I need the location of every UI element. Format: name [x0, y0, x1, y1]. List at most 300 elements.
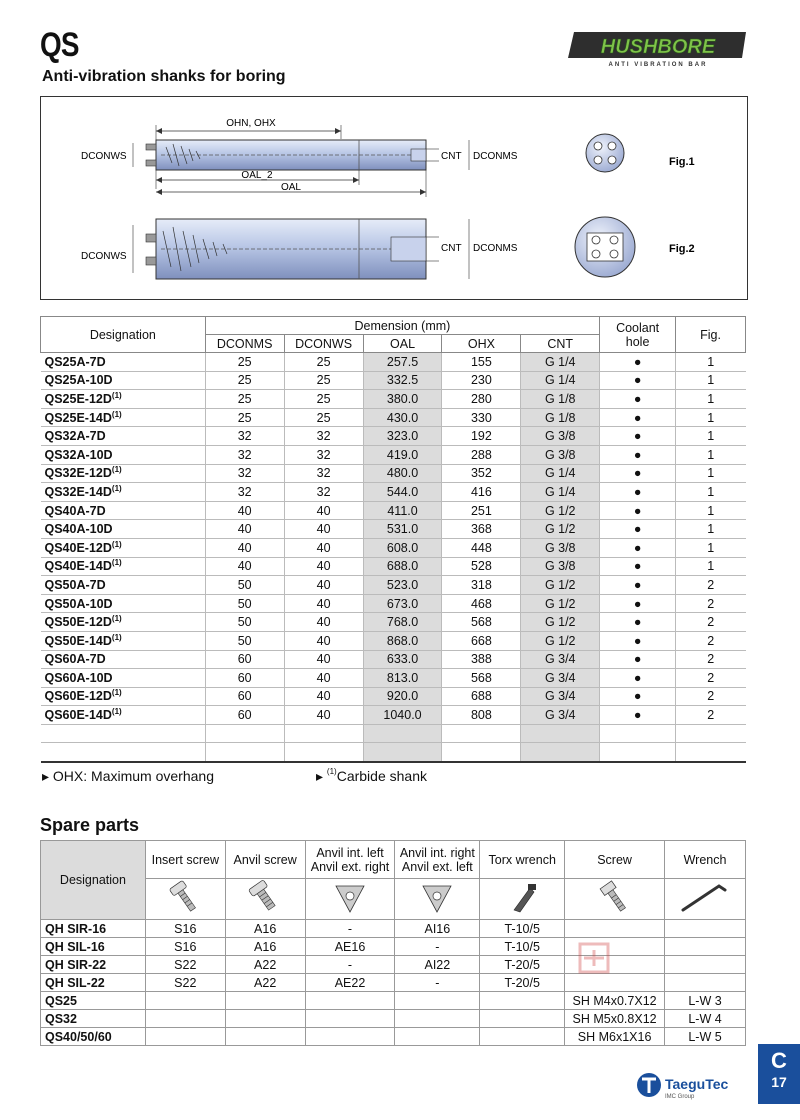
- cell-oal: 688.0: [363, 557, 442, 576]
- cell-oal: 323.0: [363, 427, 442, 446]
- spare-cell: [225, 1028, 305, 1046]
- brand-tagline: ANTI VIBRATION BAR: [608, 62, 708, 68]
- spare-col-anvil-int-right-l1: Anvil int. right: [399, 845, 475, 860]
- table-row: [41, 594, 746, 613]
- cell-cnt: G 3/8: [521, 557, 600, 576]
- designation-text: QS60E-14D: [44, 708, 112, 723]
- designation-cell: [41, 613, 206, 632]
- page-title: QS: [40, 26, 79, 64]
- anvil-right-icon: [395, 879, 480, 920]
- designation-cell: [41, 464, 206, 483]
- cell-a: 60: [205, 687, 284, 706]
- designation-text: QS60A-10D: [44, 670, 113, 685]
- note-ohx-text: OHX: Maximum overhang: [52, 768, 214, 784]
- spare-col-screw: Screw: [565, 841, 665, 879]
- designation-cell: [41, 706, 206, 725]
- cell-oal: 920.0: [363, 687, 442, 706]
- cell-fig: 2: [676, 613, 746, 632]
- cell-cnt: G 3/4: [521, 706, 600, 725]
- taegutec-logo: [636, 1070, 754, 1100]
- spare-cell: AE22: [305, 974, 395, 992]
- cell-cnt: G 3/4: [521, 650, 600, 669]
- shank-drawings: [41, 97, 747, 299]
- spare-col-anvil-int-left-l2: Anvil ext. right: [310, 859, 390, 874]
- spare-cell: A22: [225, 956, 305, 974]
- table-row: [41, 483, 746, 502]
- col-coolant-hole: Coolant hole: [600, 317, 676, 353]
- fig2-dconms-label: DCONMS: [473, 243, 518, 254]
- cell-cnt: G 3/4: [521, 669, 600, 688]
- cell-cnt: G 1/2: [521, 576, 600, 595]
- fig2-dconws-label: DCONWS: [81, 251, 127, 262]
- fig1-cnt-label: CNT: [441, 151, 462, 162]
- spare-cell: [145, 1028, 225, 1046]
- fig2-end-view: [575, 217, 695, 277]
- table-row: [41, 631, 746, 650]
- cell-fig: 1: [676, 371, 746, 390]
- cell-a: 32: [205, 464, 284, 483]
- cell-ohx: 416: [442, 483, 521, 502]
- cell-cnt: G 1/2: [521, 520, 600, 539]
- cell-cnt: G 3/8: [521, 427, 600, 446]
- spare-col-designation: Designation: [41, 841, 146, 920]
- cell-ohx: 688: [442, 687, 521, 706]
- carbide-superscript: (1): [111, 483, 122, 493]
- cell-cool: ●: [600, 445, 676, 464]
- spare-cell: A16: [225, 920, 305, 938]
- table-row: [41, 371, 746, 390]
- cell-b: 40: [284, 501, 363, 520]
- fig1-oal-label: OAL: [280, 182, 302, 193]
- cell-ohx: 330: [442, 408, 521, 427]
- col-oal: OAL: [363, 335, 442, 353]
- fig1-label: Fig.1: [669, 156, 695, 168]
- carbide-superscript: (1): [111, 539, 122, 549]
- designation-text: QS50A-10D: [44, 596, 113, 611]
- cell-cnt: G 3/8: [521, 538, 600, 557]
- torx-wrench-icon: [480, 879, 565, 920]
- cell-cool: ●: [600, 594, 676, 613]
- cell-ohx: 192: [442, 427, 521, 446]
- cell-oal: 673.0: [363, 594, 442, 613]
- cell-oal: 531.0: [363, 520, 442, 539]
- spare-designation: QH SIR-22: [41, 956, 146, 974]
- spare-cell: [305, 1028, 395, 1046]
- designation-cell: [41, 445, 206, 464]
- cell-a: 25: [205, 408, 284, 427]
- cell-b: 40: [284, 706, 363, 725]
- spare-cell: S16: [145, 938, 225, 956]
- empty-cell: [521, 724, 600, 743]
- designation-text: QS32E-14D: [44, 484, 112, 499]
- cell-cool: ●: [600, 687, 676, 706]
- cell-cool: ●: [600, 576, 676, 595]
- cell-b: 32: [284, 427, 363, 446]
- empty-cell: [284, 743, 363, 762]
- table-row: [41, 538, 746, 557]
- cell-cnt: G 1/2: [521, 631, 600, 650]
- cell-ohx: 808: [442, 706, 521, 725]
- spare-cell: A16: [225, 938, 305, 956]
- spare-cell: [480, 1010, 565, 1028]
- cell-ohx: 668: [442, 631, 521, 650]
- cell-a: 40: [205, 520, 284, 539]
- designation-cell: [41, 669, 206, 688]
- note-ohx: ▸ OHX: Maximum overhang: [42, 768, 214, 784]
- cell-cnt: G 1/4: [521, 464, 600, 483]
- cell-a: 25: [205, 353, 284, 372]
- cell-cnt: G 1/2: [521, 613, 600, 632]
- cell-fig: 2: [676, 594, 746, 613]
- cell-ohx: 318: [442, 576, 521, 595]
- screw-icon: [565, 879, 665, 920]
- cell-a: 50: [205, 594, 284, 613]
- designation-cell: [41, 557, 206, 576]
- designation-text: QS60E-12D: [44, 689, 112, 704]
- cell-cnt: G 1/8: [521, 390, 600, 409]
- col-dconws: DCONWS: [284, 335, 363, 353]
- spare-cell: [395, 1028, 480, 1046]
- cell-fig: 1: [676, 538, 746, 557]
- fig1-dconws-label: DCONWS: [81, 151, 127, 162]
- designation-cell: [41, 390, 206, 409]
- table-row: [41, 408, 746, 427]
- spare-col-anvil-screw: Anvil screw: [225, 841, 305, 879]
- cell-ohx: 468: [442, 594, 521, 613]
- cell-fig: 1: [676, 501, 746, 520]
- cell-a: 40: [205, 557, 284, 576]
- cell-oal: 480.0: [363, 464, 442, 483]
- spare-cell: AE16: [305, 938, 395, 956]
- spare-cell: [305, 992, 395, 1010]
- cell-cool: ●: [600, 520, 676, 539]
- spare-col-anvil-int-left: [305, 841, 395, 879]
- fig2-cnt-label: CNT: [441, 243, 462, 254]
- cell-ohx: 568: [442, 669, 521, 688]
- cell-fig: 1: [676, 483, 746, 502]
- spare-cell: [145, 1010, 225, 1028]
- carbide-superscript: (1): [111, 707, 122, 717]
- cell-cool: ●: [600, 706, 676, 725]
- spare-cell: [565, 920, 665, 938]
- fig1-dconms-label: DCONMS: [473, 151, 518, 162]
- spare-cell: T-10/5: [480, 920, 565, 938]
- fig1-ohn-ohx-label: OHN, OHX: [226, 118, 276, 129]
- col-dimension-group: Demension (mm): [205, 317, 599, 335]
- cell-ohx: 448: [442, 538, 521, 557]
- table-row: [41, 669, 746, 688]
- spare-cell: AI22: [395, 956, 480, 974]
- cell-b: 40: [284, 669, 363, 688]
- cell-b: 32: [284, 483, 363, 502]
- spare-cell: A22: [225, 974, 305, 992]
- spare-col-torx-wrench: Torx wrench: [480, 841, 565, 879]
- cell-a: 50: [205, 631, 284, 650]
- cell-ohx: 288: [442, 445, 521, 464]
- spare-row: [41, 1010, 746, 1028]
- cell-oal: 257.5: [363, 353, 442, 372]
- table-row: [41, 557, 746, 576]
- designation-cell: [41, 594, 206, 613]
- empty-cell: [442, 724, 521, 743]
- carbide-superscript: (1): [111, 688, 122, 698]
- cell-fig: 1: [676, 557, 746, 576]
- cell-a: 50: [205, 613, 284, 632]
- col-dconms: DCONMS: [205, 335, 284, 353]
- spare-row: [41, 920, 746, 938]
- cell-cool: ●: [600, 557, 676, 576]
- cell-oal: 380.0: [363, 390, 442, 409]
- cell-cool: ●: [600, 631, 676, 650]
- spare-designation: QS32: [41, 1010, 146, 1028]
- fig1-oal2-label: OAL_2: [241, 170, 273, 181]
- cell-a: 60: [205, 669, 284, 688]
- spare-cell: SH M5x0.8X12: [565, 1010, 665, 1028]
- spare-col-wrench: Wrench: [665, 841, 746, 879]
- cell-b: 40: [284, 631, 363, 650]
- cell-cool: ●: [600, 371, 676, 390]
- spare-cell: [665, 938, 746, 956]
- anvil-left-icon: [305, 879, 395, 920]
- cell-b: 40: [284, 520, 363, 539]
- note-carbide: ▸ $^{(1)}$Carbide shank: [316, 767, 427, 784]
- fig2-shank: [81, 219, 518, 279]
- spare-cell: T-20/5: [480, 974, 565, 992]
- cell-a: 40: [205, 501, 284, 520]
- cell-b: 40: [284, 594, 363, 613]
- table-row: [41, 687, 746, 706]
- spare-cell: -: [305, 956, 395, 974]
- cell-oal: 633.0: [363, 650, 442, 669]
- empty-cell: [676, 743, 746, 762]
- empty-cell: [442, 743, 521, 762]
- cell-fig: 2: [676, 687, 746, 706]
- cell-ohx: 251: [442, 501, 521, 520]
- spare-cell: [395, 1010, 480, 1028]
- figure-box: [40, 96, 748, 300]
- watermark-stamp: [540, 940, 670, 1010]
- cell-a: 32: [205, 445, 284, 464]
- cell-cnt: G 1/4: [521, 371, 600, 390]
- spare-cell: L-W 5: [665, 1028, 746, 1046]
- spare-row: [41, 1028, 746, 1046]
- cell-b: 40: [284, 576, 363, 595]
- designation-cell: [41, 687, 206, 706]
- cell-cool: ●: [600, 538, 676, 557]
- spare-cell: S22: [145, 974, 225, 992]
- note-carbide-text: Carbide shank: [336, 768, 427, 784]
- cell-cool: ●: [600, 408, 676, 427]
- designation-text: QS50A-7D: [44, 577, 106, 592]
- designation-cell: [41, 631, 206, 650]
- table-row: [41, 706, 746, 725]
- hushbore-logo: [566, 28, 750, 68]
- cell-fig: 2: [676, 706, 746, 725]
- cell-a: 32: [205, 427, 284, 446]
- cell-b: 25: [284, 353, 363, 372]
- empty-cell: [600, 743, 676, 762]
- cell-oal: 813.0: [363, 669, 442, 688]
- spare-parts-title: Spare parts: [40, 815, 140, 835]
- cell-oal: 332.5: [363, 371, 442, 390]
- table-row: [41, 501, 746, 520]
- cell-ohx: 368: [442, 520, 521, 539]
- brand-name: HUSHBORE: [600, 36, 716, 58]
- spare-cell: SH M4x0.7X12: [565, 992, 665, 1010]
- fig2-label: Fig.2: [669, 243, 695, 255]
- company-name: TaeguTec: [665, 1076, 729, 1092]
- cell-b: 32: [284, 445, 363, 464]
- cell-cnt: G 1/4: [521, 483, 600, 502]
- cell-a: 32: [205, 483, 284, 502]
- designation-cell: [41, 576, 206, 595]
- spare-col-anvil-int-right-l2: Anvil ext. left: [401, 859, 473, 874]
- spare-cell: [665, 974, 746, 992]
- empty-cell: [600, 724, 676, 743]
- cell-fig: 1: [676, 520, 746, 539]
- designation-cell: [41, 483, 206, 502]
- designation-cell: [41, 650, 206, 669]
- spare-cell: SH M6x1X16: [565, 1028, 665, 1046]
- cell-b: 40: [284, 687, 363, 706]
- spare-cell: [395, 992, 480, 1010]
- cell-a: 25: [205, 371, 284, 390]
- section-letter: C: [771, 1048, 787, 1073]
- insert-screw-icon: [145, 879, 225, 920]
- spare-cell: [145, 992, 225, 1010]
- designation-cell: [41, 538, 206, 557]
- empty-cell: [41, 743, 206, 762]
- spare-designation: QH SIL-16: [41, 938, 146, 956]
- designation-text: QS50E-12D: [44, 615, 112, 630]
- cell-fig: 2: [676, 650, 746, 669]
- cell-fig: 1: [676, 408, 746, 427]
- cell-a: 60: [205, 650, 284, 669]
- designation-cell: [41, 353, 206, 372]
- designation-text: QS32A-7D: [44, 429, 106, 444]
- table-row: [41, 464, 746, 483]
- spare-cell: S22: [145, 956, 225, 974]
- page-subtitle: Anti-vibration shanks for boring: [42, 68, 286, 85]
- designation-text: QS25E-14D: [44, 410, 112, 425]
- cell-cool: ●: [600, 613, 676, 632]
- cell-oal: 523.0: [363, 576, 442, 595]
- page-number: 17: [771, 1074, 787, 1090]
- designation-cell: [41, 427, 206, 446]
- cell-cool: ●: [600, 650, 676, 669]
- carbide-superscript: (1): [111, 390, 122, 400]
- spare-cell: -: [395, 938, 480, 956]
- cell-ohx: 568: [442, 613, 521, 632]
- cell-cool: ●: [600, 464, 676, 483]
- cell-ohx: 528: [442, 557, 521, 576]
- empty-cell: [284, 724, 363, 743]
- cell-fig: 2: [676, 631, 746, 650]
- spare-col-anvil-int-right: [395, 841, 480, 879]
- spare-designation: QH SIL-22: [41, 974, 146, 992]
- empty-cell: [205, 724, 284, 743]
- spare-cell: T-20/5: [480, 956, 565, 974]
- fig1-end-view: [586, 134, 695, 172]
- section-tab: [758, 1044, 800, 1104]
- spare-designation: QH SIR-16: [41, 920, 146, 938]
- designation-cell: [41, 408, 206, 427]
- designation-text: QS50E-14D: [44, 633, 112, 648]
- table-row: [41, 520, 746, 539]
- designation-text: QS40E-12D: [44, 540, 112, 555]
- cell-b: 40: [284, 538, 363, 557]
- carbide-superscript: (1): [111, 465, 122, 475]
- spare-cell: [480, 1028, 565, 1046]
- empty-cell: [521, 743, 600, 762]
- spare-cell: L-W 3: [665, 992, 746, 1010]
- spare-cell: [665, 956, 746, 974]
- empty-row: [41, 724, 746, 743]
- note-carbide-sup: (1): [326, 767, 337, 776]
- designation-cell: [41, 501, 206, 520]
- designation-text: QS32E-12D: [44, 466, 112, 481]
- spare-cell: -: [395, 974, 480, 992]
- cell-b: 32: [284, 464, 363, 483]
- carbide-superscript: (1): [111, 558, 122, 568]
- cell-ohx: 352: [442, 464, 521, 483]
- designation-text: QS25A-7D: [44, 354, 106, 369]
- carbide-superscript: (1): [111, 409, 122, 419]
- spare-designation: QS40/50/60: [41, 1028, 146, 1046]
- cell-cnt: G 1/8: [521, 408, 600, 427]
- cell-oal: 608.0: [363, 538, 442, 557]
- spare-cell: S16: [145, 920, 225, 938]
- designation-cell: [41, 520, 206, 539]
- spare-cell: AI16: [395, 920, 480, 938]
- cell-oal: 430.0: [363, 408, 442, 427]
- col-fig: Fig.: [676, 317, 746, 353]
- designation-text: QS60A-7D: [44, 652, 106, 667]
- col-ohx: OHX: [442, 335, 521, 353]
- cell-fig: 2: [676, 669, 746, 688]
- hex-wrench-icon: [665, 879, 746, 920]
- cell-a: 50: [205, 576, 284, 595]
- designation-text: QS40E-14D: [44, 559, 112, 574]
- table-row: [41, 445, 746, 464]
- cell-fig: 1: [676, 427, 746, 446]
- cell-ohx: 155: [442, 353, 521, 372]
- designation-text: QS25A-10D: [44, 373, 113, 388]
- col-cnt: CNT: [521, 335, 600, 353]
- empty-cell: [363, 724, 442, 743]
- spare-designation: QS25: [41, 992, 146, 1010]
- cell-cnt: G 1/2: [521, 594, 600, 613]
- empty-row: [41, 743, 746, 762]
- cell-cool: ●: [600, 669, 676, 688]
- spare-cell: [225, 1010, 305, 1028]
- designation-text: QS25E-12D: [44, 391, 112, 406]
- cell-a: 60: [205, 706, 284, 725]
- cell-cool: ●: [600, 483, 676, 502]
- cell-fig: 1: [676, 353, 746, 372]
- cell-fig: 1: [676, 390, 746, 409]
- empty-cell: [41, 724, 206, 743]
- spare-cell: [305, 1010, 395, 1028]
- cell-fig: 2: [676, 576, 746, 595]
- spare-cell: L-W 4: [665, 1010, 746, 1028]
- empty-cell: [205, 743, 284, 762]
- cell-b: 25: [284, 408, 363, 427]
- designation-text: QS32A-10D: [44, 447, 113, 462]
- empty-cell: [676, 724, 746, 743]
- cell-a: 40: [205, 538, 284, 557]
- spare-col-insert-screw: Insert screw: [145, 841, 225, 879]
